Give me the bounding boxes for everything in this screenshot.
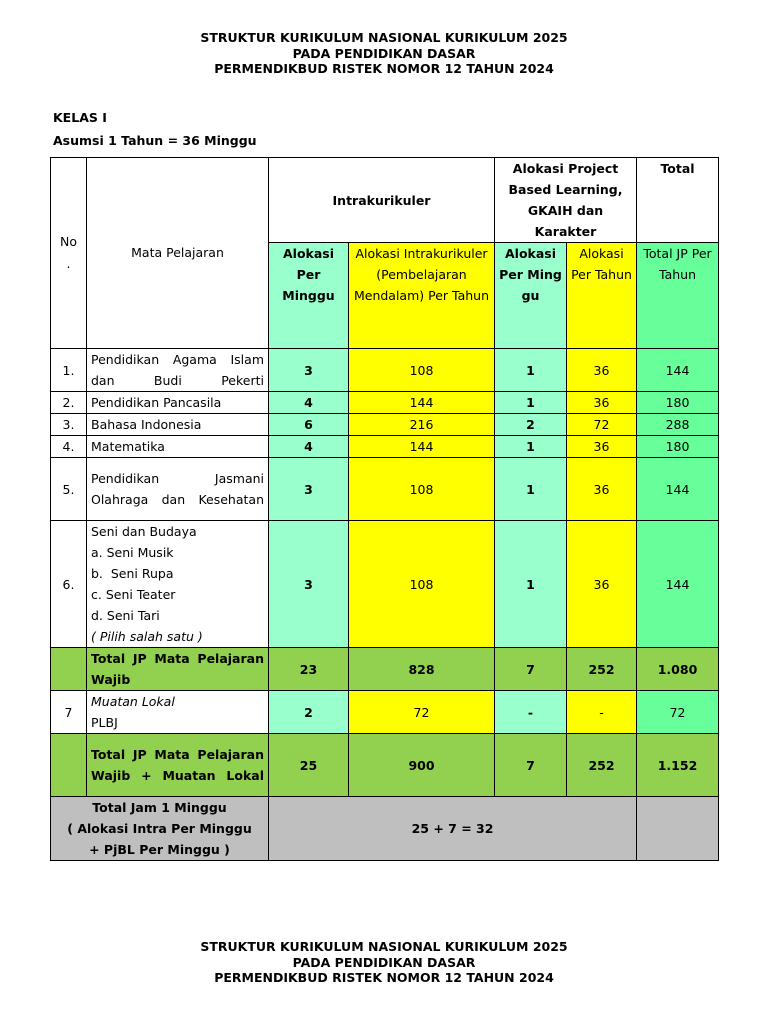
class-label: KELAS I bbox=[53, 110, 107, 125]
total-wajib-intra-tahun: 828 bbox=[349, 648, 495, 691]
row-intra-tahun: 144 bbox=[349, 436, 495, 458]
row-pjbl-minggu: 1 bbox=[495, 521, 567, 648]
row-subject-mulok bbox=[87, 691, 269, 734]
table-row bbox=[51, 414, 719, 436]
row-pjbl-minggu: 2 bbox=[495, 414, 567, 436]
row-total: 180 bbox=[637, 392, 719, 414]
total-jam-label bbox=[51, 797, 269, 861]
total-wajib-label: Total JP Mata Pelajaran Wajib bbox=[87, 648, 269, 691]
total-all-total: 1.152 bbox=[637, 734, 719, 797]
row-number: 3. bbox=[51, 414, 87, 436]
title-line-2: PADA PENDIDIKAN DASAR bbox=[292, 45, 476, 61]
row-number: 4. bbox=[51, 436, 87, 458]
arts-option-music: a. Seni Musik bbox=[91, 545, 174, 560]
row-subject: Bahasa Indonesia bbox=[87, 414, 269, 436]
row-intra-tahun: 108 bbox=[349, 349, 495, 392]
row-pjbl-minggu: 1 bbox=[495, 458, 567, 521]
header-alokasi-project: Alokasi Project Based Learning, GKAIH dan Karakter bbox=[495, 158, 637, 243]
total-wajib-intra-minggu: 23 bbox=[269, 648, 349, 691]
row-total: 180 bbox=[637, 436, 719, 458]
title-line-1: STRUKTUR KURIKULUM NASIONAL KURIKULUM 2025 bbox=[200, 30, 568, 45]
total-jam-label-line-1: Total Jam 1 Minggu bbox=[92, 800, 227, 815]
row-pjbl-minggu: 1 bbox=[495, 436, 567, 458]
row-intra-minggu: 3 bbox=[269, 521, 349, 648]
row-pjbl-tahun: 36 bbox=[567, 521, 637, 648]
row-total: 144 bbox=[637, 521, 719, 648]
title-line-2: PADA PENDIDIKAN DASAR bbox=[292, 954, 476, 970]
total-all-row bbox=[51, 734, 719, 797]
arts-option-dance: d. Seni Tari bbox=[91, 608, 160, 623]
header-total-jp: Total JP Per Tahun bbox=[637, 243, 719, 349]
row-intra-minggu: 2 bbox=[269, 691, 349, 734]
total-jam-label-line-2: ( Alokasi Intra Per Minggu bbox=[67, 821, 252, 836]
header-alokasi-per-minggu: Alokasi Per Minggu bbox=[269, 243, 349, 349]
table-row bbox=[51, 392, 719, 414]
row-intra-tahun: 216 bbox=[349, 414, 495, 436]
row-number: 1. bbox=[51, 349, 87, 392]
row-number: 7 bbox=[51, 691, 87, 734]
row-number: 5. bbox=[51, 458, 87, 521]
arts-option-theater: c. Seni Teater bbox=[91, 587, 176, 602]
title-line-1: STRUKTUR KURIKULUM NASIONAL KURIKULUM 2025 bbox=[200, 939, 568, 954]
header-intrakurikuler: Intrakurikuler bbox=[269, 158, 495, 243]
row-subject-arts bbox=[87, 521, 269, 648]
row-pjbl-tahun: - bbox=[567, 691, 637, 734]
header-alokasi-intra-tahun: Alokasi Intrakurikuler (Pembelajaran Mendalam) Per Tahun bbox=[349, 243, 495, 349]
row-pjbl-minggu: - bbox=[495, 691, 567, 734]
curriculum-table bbox=[50, 157, 719, 861]
total-jam-row bbox=[51, 797, 719, 861]
total-wajib-no bbox=[51, 648, 87, 691]
title-line-3: PERMENDIKBUD RISTEK NOMOR 12 TAHUN 2024 bbox=[214, 970, 554, 985]
total-all-label: Total JP Mata Pelajaran Wajib + Muatan Lokal bbox=[87, 734, 269, 797]
row-pjbl-tahun: 72 bbox=[567, 414, 637, 436]
row-pjbl-tahun: 36 bbox=[567, 392, 637, 414]
header-no: No . bbox=[51, 158, 87, 349]
row-subject: Pendidikan Jasmani Olahraga dan Kesehatan bbox=[87, 458, 269, 521]
header-pjbl-per-tahun: Alokasi Per Tahun bbox=[567, 243, 637, 349]
table-row bbox=[51, 436, 719, 458]
table-row bbox=[51, 458, 719, 521]
row-intra-minggu: 6 bbox=[269, 414, 349, 436]
total-jam-label-line-3: + PjBL Per Minggu ) bbox=[89, 842, 230, 857]
arts-choose-note: ( Pilih salah satu ) bbox=[91, 629, 203, 644]
header-total: Total bbox=[637, 158, 719, 243]
row-intra-minggu: 4 bbox=[269, 436, 349, 458]
assumption-label: Asumsi 1 Tahun = 36 Minggu bbox=[53, 133, 257, 148]
header-pjbl-per-minggu: Alokasi Per Minggu bbox=[495, 243, 567, 349]
row-intra-minggu: 3 bbox=[269, 458, 349, 521]
total-all-pjbl-minggu: 7 bbox=[495, 734, 567, 797]
row-total: 144 bbox=[637, 458, 719, 521]
row-pjbl-minggu: 1 bbox=[495, 392, 567, 414]
row-intra-minggu: 4 bbox=[269, 392, 349, 414]
row-subject: Pendidikan Pancasila bbox=[87, 392, 269, 414]
total-all-pjbl-tahun: 252 bbox=[567, 734, 637, 797]
total-jam-empty bbox=[637, 797, 719, 861]
total-all-intra-tahun: 900 bbox=[349, 734, 495, 797]
header-mata-pelajaran: Mata Pelajaran bbox=[87, 158, 269, 349]
table-row-muatan-lokal bbox=[51, 691, 719, 734]
mulok-subject: PLBJ bbox=[91, 715, 118, 730]
total-wajib-row bbox=[51, 648, 719, 691]
row-number: 6. bbox=[51, 521, 87, 648]
table-row bbox=[51, 521, 719, 648]
mulok-label: Muatan Lokal bbox=[91, 694, 175, 709]
row-pjbl-minggu: 1 bbox=[495, 349, 567, 392]
row-subject: Matematika bbox=[87, 436, 269, 458]
document-title-top bbox=[0, 30, 768, 77]
total-wajib-pjbl-tahun: 252 bbox=[567, 648, 637, 691]
total-wajib-pjbl-minggu: 7 bbox=[495, 648, 567, 691]
row-intra-minggu: 3 bbox=[269, 349, 349, 392]
row-pjbl-tahun: 36 bbox=[567, 436, 637, 458]
total-wajib-total: 1.080 bbox=[637, 648, 719, 691]
document-title-bottom bbox=[0, 939, 768, 986]
row-intra-tahun: 108 bbox=[349, 458, 495, 521]
row-total: 288 bbox=[637, 414, 719, 436]
row-intra-tahun: 108 bbox=[349, 521, 495, 648]
arts-option-visual: b. Seni Rupa bbox=[91, 566, 174, 581]
row-number: 2. bbox=[51, 392, 87, 414]
row-pjbl-tahun: 36 bbox=[567, 349, 637, 392]
arts-title: Seni dan Budaya bbox=[91, 524, 197, 539]
row-total: 144 bbox=[637, 349, 719, 392]
row-intra-tahun: 72 bbox=[349, 691, 495, 734]
row-subject: Pendidikan Agama Islam dan Budi Pekerti bbox=[87, 349, 269, 392]
total-all-no bbox=[51, 734, 87, 797]
row-pjbl-tahun: 36 bbox=[567, 458, 637, 521]
title-line-3: PERMENDIKBUD RISTEK NOMOR 12 TAHUN 2024 bbox=[214, 61, 554, 76]
header-row-1 bbox=[51, 158, 719, 243]
total-jam-value: 25 + 7 = 32 bbox=[269, 797, 637, 861]
total-all-intra-minggu: 25 bbox=[269, 734, 349, 797]
table-row bbox=[51, 349, 719, 392]
row-intra-tahun: 144 bbox=[349, 392, 495, 414]
row-total: 72 bbox=[637, 691, 719, 734]
